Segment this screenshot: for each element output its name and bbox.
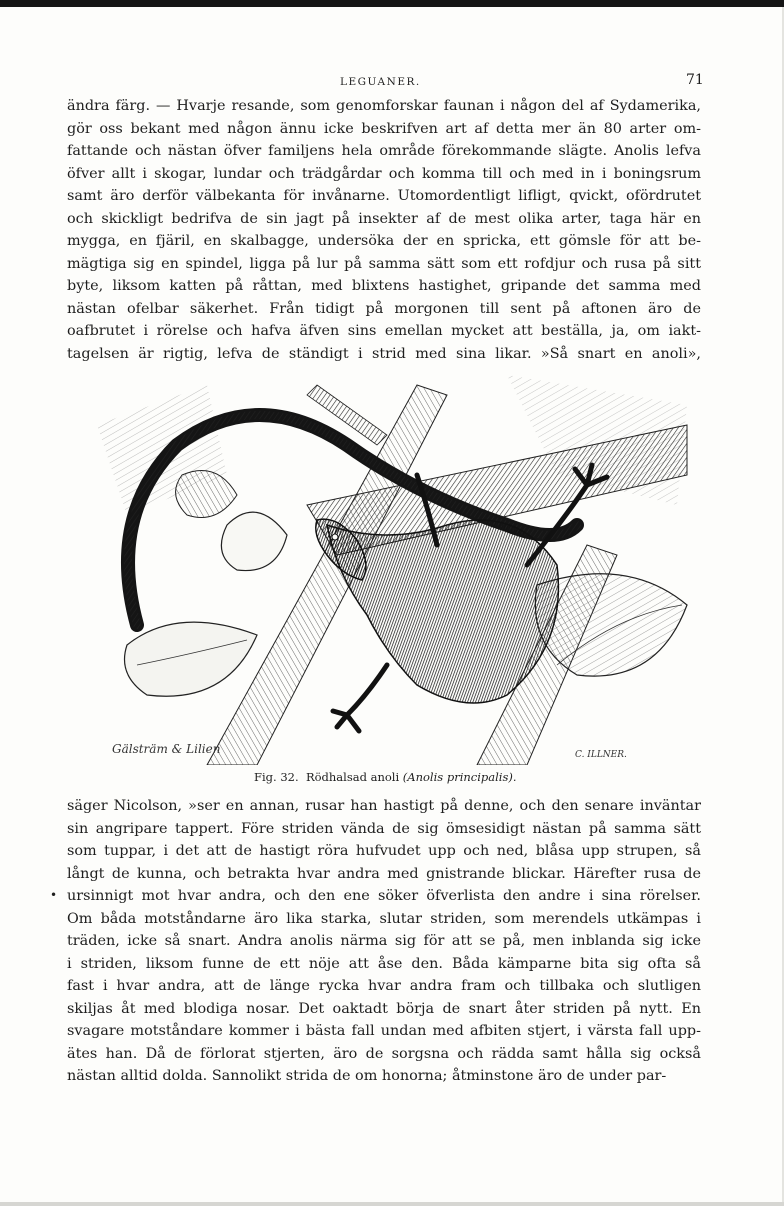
text-line: som tuppar, i det att de hastigt röra hufvudet upp och ned, blåsa upp strupen, så [67,843,701,859]
text-line: ätes han. Då de förlorat stjerten, äro de sorgsna och rädda samt hålla sig också [67,1045,701,1062]
paragraph-1 [67,95,701,365]
engraver-signature-right: C. ILLNER. [575,750,627,760]
text-line: oafbrutet i rörelse och hafva äfven sins emellan mycket att beställa, ja, om iakt- [67,323,701,339]
caption-latin-name: (Anolis principalis). [402,770,517,784]
text-line: i striden, liksom funne de ett nöje att åse den. Båda kämparne bita sig ofta så [67,955,701,972]
page-number: 71 [686,72,704,88]
caption-number: Fig. 32. [254,770,299,784]
text-line: säger Nicolson, »ser en annan, rusar han hastigt på denne, och den senare inväntar [67,798,701,814]
caption-common-name: Rödhalsad anoli [305,770,400,784]
text-line: nästan ofelbar säkerhet. Från tidigt på morgonen till sent på aftonen äro de [67,300,701,317]
running-head: LEGUANER. [340,76,421,88]
text-line: fattande och nästan öfver familjens hela område förekommande slägte. Anolis lefva [67,143,701,159]
figure-caption [254,770,517,784]
text-line: mägtiga sig en spindel, ligga på lur på samma sätt som ett rofdjur och rusa på sitt [67,255,701,272]
scan-top-border [0,0,784,7]
margin-mark: • [50,888,58,902]
lizard-engraving-figure [87,365,695,765]
text-line: långt de kunna, och betrakta hvar andra med gnistrande blickar. Härefter rusa de [67,865,701,882]
text-line: mygga, en fjäril, en skalbagge, undersöka der en spricka, ett gömsle för att be- [67,233,701,249]
text-line: fast i hvar andra, att de länge rycka hvar andra fram och tillbaka och slutligen [67,978,701,994]
lizard-engraving-illustration [87,365,695,765]
text-line: nästan alltid dolda. Sannolikt strida de om honorna; åtminstone äro de under par- [67,1068,667,1084]
text-line: skiljas åt med blodiga nosar. Det oaktadt börja de snart åter striden på nytt. En [67,1000,701,1017]
text-line: öfver allt i skogar, lundar och trädgårdar och komma till och med in i boningsrum [67,165,701,182]
text-line: Om båda motståndarne äro lika starka, slutar striden, som merendels utkämpas i [67,910,701,927]
text-line: ändra färg. — Hvarje resande, som genomforskar faunan i någon del af Sydamerika, [67,98,701,114]
text-line: och skickligt bedrifva de sin jagt på insekter af de mest olika arter, taga här en [67,210,701,227]
text-line: gör oss bekant med någon ännu icke beskrifven art af detta mer än 80 arter om- [67,120,701,137]
text-line: träden, icke så snart. Andra anolis närma sig för att se på, men inblanda sig icke [67,933,701,949]
scan-bottom-border [0,1202,784,1206]
text-line: tagelsen är rigtig, lefva de ständigt i strid med sina likar. »Så snart en anoli», [67,345,701,362]
text-line: ursinnigt mot hvar andra, och den ene söker öfverlista den andre i sina rörelser. [67,888,701,904]
text-line: byte, liksom katten på råttan, med blixtens hastighet, gripande det samma med [67,278,701,294]
text-line: samt äro derför välbekanta för invånarne. Utomordentligt lifligt, qvickt, ofördrutet [67,188,701,204]
text-line: sin angripare tappert. Före striden vända de sig ömsesidigt nästan på samma sätt [67,820,701,837]
paragraph-2 [67,795,701,1088]
text-line: svagare motståndare kommer i bästa fall undan med afbiten stjert, i värsta fall upp- [67,1023,701,1039]
engraver-signature-left: Gälsträm & Lilien [112,742,221,756]
